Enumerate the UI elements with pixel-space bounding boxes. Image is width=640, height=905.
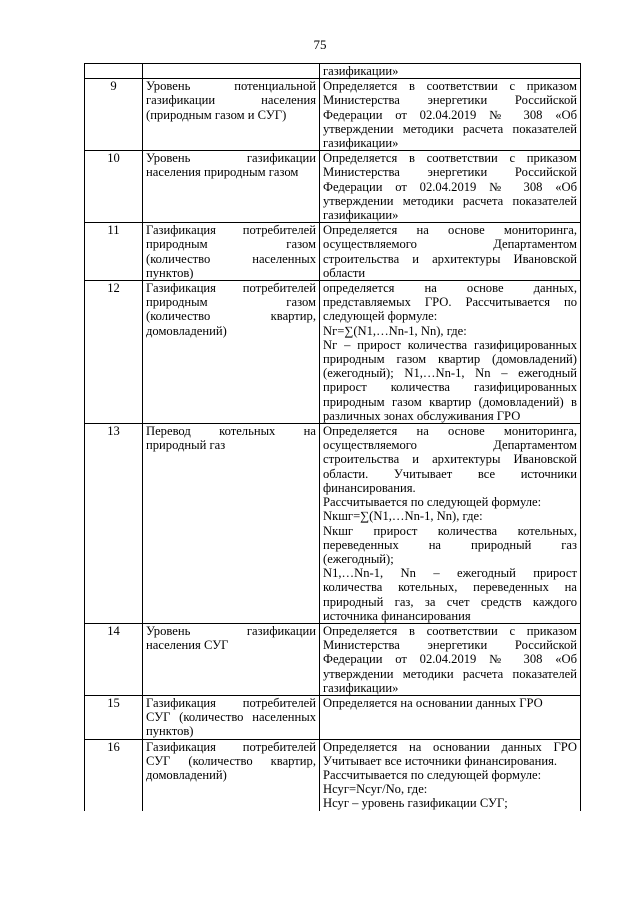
indicator-name-line: СУГ (количество квартир, <box>146 753 316 768</box>
calculation-method-line: Министерства энергетики Российской <box>323 638 577 653</box>
calculation-method-cell <box>320 281 581 424</box>
table-row <box>85 64 581 79</box>
calculation-method-line: Федерации от 02.04.2019 № 308 «Об <box>323 652 577 667</box>
calculation-method-line: Hсуг=Nсуг/No, где: <box>323 782 428 797</box>
calculation-method-line: N1,…Nn-1, Nn – ежегодный прирост <box>323 566 577 581</box>
calculation-method-line: Nг=∑(N1,…Nn-1, Nn), где: <box>323 323 467 338</box>
calculation-method-line: газификации» <box>323 64 399 78</box>
calculation-method-line: Определяется на основе мониторинга, <box>323 223 577 238</box>
indicator-name-cell <box>143 623 320 695</box>
calculation-method-line: Определяется на основании данных ГРО <box>323 739 577 754</box>
indicator-name-cell <box>143 223 320 281</box>
indicator-name-cell <box>143 151 320 223</box>
calculation-method-cell <box>320 424 581 624</box>
indicator-name-line: пунктов) <box>146 265 194 280</box>
indicator-name-cell <box>143 695 320 739</box>
calculation-method-line: переведенных на природный газ <box>323 537 577 552</box>
indicator-name-line: Уровень газификации <box>146 151 316 166</box>
calculation-method-line: газификации» <box>323 208 399 223</box>
page-number: 75 <box>313 37 327 52</box>
row-number-cell: 14 <box>85 623 143 695</box>
calculation-method-line: осуществляемого Департаментом <box>323 237 577 252</box>
calculation-method-line: (ежегодный); <box>323 551 394 566</box>
calculation-method-line: финансирования. <box>323 480 416 495</box>
row-number-cell: 13 <box>85 424 143 624</box>
calculation-method-cell <box>320 739 581 811</box>
calculation-method-line: природный газ, за счет средств каждого <box>323 594 577 609</box>
table-row <box>85 739 581 811</box>
calculation-method-line: газификации» <box>323 680 399 695</box>
calculation-method-line: строительства и архитектуры Ивановской <box>323 251 577 266</box>
row-number-cell: 12 <box>85 281 143 424</box>
calculation-method-line: источника финансирования <box>323 608 471 623</box>
indicator-name-line: Газификация потребителей <box>146 739 316 754</box>
indicators-table-body <box>85 64 581 811</box>
row-number-cell: 16 <box>85 739 143 811</box>
calculation-method-line: природным газом квартир (домовладений) <box>323 352 577 367</box>
calculation-method-cell <box>320 79 581 151</box>
indicator-name-line: населения СУГ <box>146 638 229 653</box>
calculation-method-line: следующей формуле: <box>323 309 438 324</box>
calculation-method-line: различных зонах обслуживания ГРО <box>323 408 521 423</box>
row-number-cell: 15 <box>85 695 143 739</box>
indicator-name-line: природным газом <box>146 295 316 310</box>
calculation-method-line: Федерации от 02.04.2019 № 308 «Об <box>323 107 577 122</box>
indicator-name-cell <box>143 64 320 79</box>
indicator-name-line: природный газ <box>146 438 226 453</box>
calculation-method-line: Учитывает все источники финансирования. <box>323 753 558 768</box>
indicators-table <box>84 63 581 811</box>
indicator-name-line: домовладений) <box>146 323 227 338</box>
indicator-name-line: (природным газом и СУГ) <box>146 107 287 122</box>
calculation-method-line: области <box>323 265 366 280</box>
indicator-name-line: населения природным газом <box>146 165 299 180</box>
calculation-method-line: газификации» <box>323 136 399 151</box>
table-row <box>85 281 581 424</box>
table-row <box>85 223 581 281</box>
calculation-method-line: утверждении методики расчета показателей <box>323 121 577 136</box>
calculation-method-line: Hсуг – уровень газификации СУГ; <box>323 796 508 811</box>
calculation-method-line: Рассчитывается по следующей формуле: <box>323 767 542 782</box>
indicator-name-line: Газификация потребителей <box>146 223 316 238</box>
calculation-method-line: Федерации от 02.04.2019 № 308 «Об <box>323 179 577 194</box>
indicator-name-cell <box>143 424 320 624</box>
indicator-name-line: (количество населенных <box>146 251 316 266</box>
calculation-method-cell <box>320 223 581 281</box>
calculation-method-line: определяется на основе данных, <box>323 281 577 296</box>
table-row <box>85 623 581 695</box>
calculation-method-line: строительства и архитектуры Ивановской <box>323 452 577 467</box>
indicator-name-cell <box>143 281 320 424</box>
calculation-method-line: Определяется в соответствии с приказом <box>323 623 577 638</box>
indicator-name-line: СУГ (количество населенных <box>146 710 316 725</box>
row-number-cell <box>85 64 143 79</box>
calculation-method-line: Nг – прирост количества газифицированных <box>323 337 577 352</box>
table-row <box>85 151 581 223</box>
calculation-method-line: осуществляемого Департаментом <box>323 438 577 453</box>
row-number-cell: 9 <box>85 79 143 151</box>
calculation-method-cell <box>320 695 581 739</box>
row-number-cell: 11 <box>85 223 143 281</box>
calculation-method-line: утверждении методики расчета показателей <box>323 193 577 208</box>
indicator-name-line: природным газом <box>146 237 316 252</box>
calculation-method-line: Определяется в соответствии с приказом <box>323 151 577 166</box>
indicator-name-line: (количество квартир, <box>146 309 316 324</box>
calculation-method-line: Nкшг=∑(N1,…Nn-1, Nn), где: <box>323 509 483 524</box>
calculation-method-line: Nкшг прирост количества котельных, <box>323 523 577 538</box>
calculation-method-cell <box>320 623 581 695</box>
indicator-name-line: Уровень потенциальной <box>146 79 316 94</box>
calculation-method-line: Определяется в соответствии с приказом <box>323 79 577 94</box>
calculation-method-cell <box>320 151 581 223</box>
calculation-method-line: (ежегодный); N1,…Nn-1, Nn – ежегодный <box>323 366 577 381</box>
indicator-name-line: Газификация потребителей <box>146 281 316 296</box>
calculation-method-line: Министерства энергетики Российской <box>323 165 577 180</box>
indicator-name-line: пунктов) <box>146 724 194 739</box>
indicator-name-cell <box>143 79 320 151</box>
calculation-method-line: области. Учитывает все источники <box>323 466 577 481</box>
calculation-method-line: представляемых ГРО. Рассчитывается по <box>323 295 577 310</box>
calculation-method-line: прирост количества газифицированных <box>323 380 577 395</box>
row-number-cell: 10 <box>85 151 143 223</box>
calculation-method-cell <box>320 64 581 79</box>
calculation-method-line: природным газом квартир (домовладений) в <box>323 394 577 409</box>
calculation-method-line: утверждении методики расчета показателей <box>323 666 577 681</box>
table-row <box>85 695 581 739</box>
calculation-method-line: Министерства энергетики Российской <box>323 93 577 108</box>
calculation-method-line: количества котельных, переведенных на <box>323 580 577 595</box>
indicator-name-line: Перевод котельных на <box>146 424 316 439</box>
indicator-name-line: домовладений) <box>146 767 227 782</box>
calculation-method-line: Определяется на основе мониторинга, <box>323 424 577 439</box>
indicator-name-cell <box>143 739 320 811</box>
indicator-name-line: Газификация потребителей <box>146 695 316 710</box>
indicator-name-line: газификации населения <box>146 93 316 108</box>
calculation-method-line: Рассчитывается по следующей формуле: <box>323 495 542 510</box>
calculation-method-line: Определяется на основании данных ГРО <box>323 695 543 710</box>
table-row <box>85 79 581 151</box>
indicator-name-line: Уровень газификации <box>146 623 316 638</box>
table-row <box>85 424 581 624</box>
